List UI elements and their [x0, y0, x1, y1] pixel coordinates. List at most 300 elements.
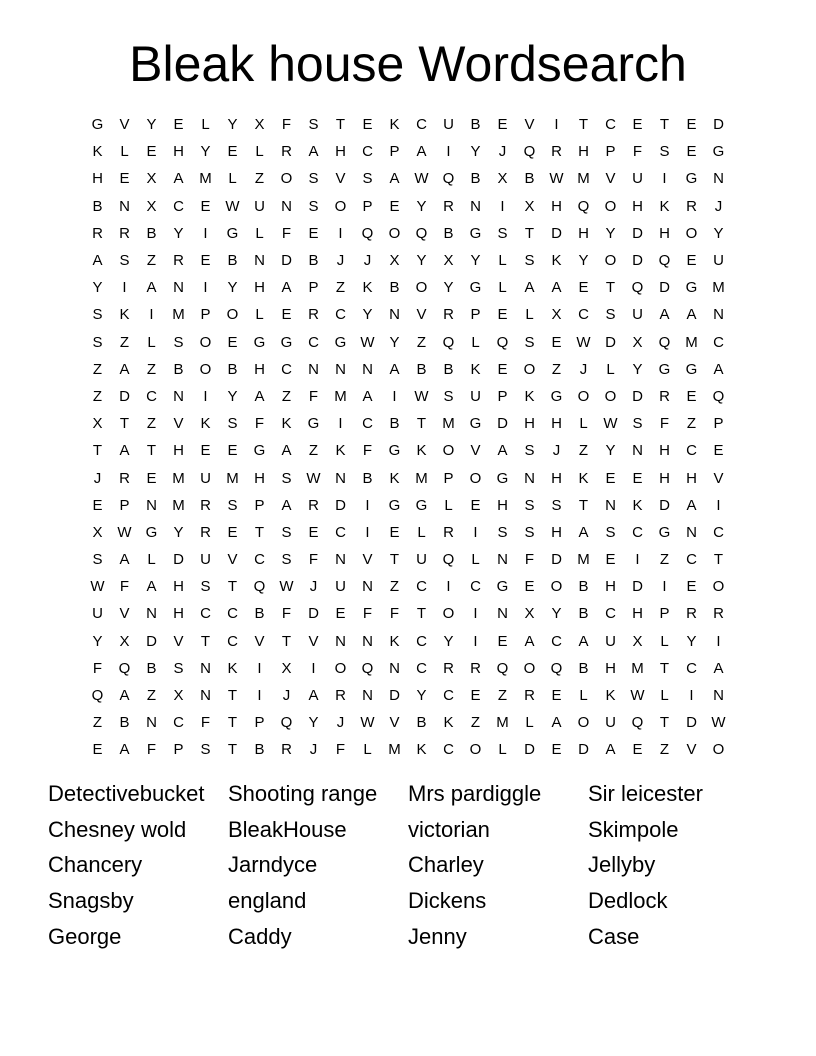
grid-letter: A: [416, 143, 427, 161]
grid-letter: Z: [335, 279, 346, 297]
grid-letter: F: [659, 415, 670, 433]
grid-letter: O: [712, 578, 725, 596]
grid-letter: Y: [470, 252, 481, 270]
grid-letter: O: [199, 360, 212, 378]
grid-letter: N: [200, 659, 211, 677]
grid-letter: E: [227, 333, 238, 351]
grid-letter: A: [119, 360, 130, 378]
grid-letter: U: [443, 116, 454, 134]
grid-letter: O: [469, 469, 482, 487]
grid-letter: D: [605, 333, 616, 351]
grid-letter: Y: [146, 116, 157, 134]
grid-letter: X: [551, 306, 562, 324]
grid-letter: W: [414, 170, 429, 188]
grid-letter: H: [659, 224, 670, 242]
grid-letter: D: [632, 578, 643, 596]
grid-letter: O: [550, 578, 563, 596]
grid-letter: E: [173, 116, 184, 134]
grid-letter: S: [524, 523, 535, 541]
grid-letter: M: [199, 170, 212, 188]
grid-letter: L: [579, 415, 588, 433]
grid-letter: O: [199, 333, 212, 351]
grid-letter: I: [257, 687, 262, 705]
grid-letter: O: [442, 442, 455, 460]
grid-letter: C: [227, 605, 238, 623]
grid-letter: U: [200, 469, 211, 487]
grid-letter: J: [282, 687, 291, 705]
grid-letter: D: [497, 415, 508, 433]
grid-letter: D: [119, 387, 130, 405]
grid-letter: Z: [389, 578, 400, 596]
grid-letter: V: [119, 116, 130, 134]
grid-letter: B: [416, 360, 427, 378]
grid-letter: Z: [308, 442, 319, 460]
word-list-item: Caddy: [228, 923, 292, 949]
grid-letter: R: [713, 605, 724, 623]
grid-letter: G: [496, 469, 509, 487]
grid-letter: T: [578, 496, 589, 514]
grid-letter: V: [524, 116, 535, 134]
grid-letter: B: [578, 659, 589, 677]
grid-letter: B: [254, 741, 265, 759]
grid-letter: G: [550, 387, 563, 405]
grid-letter: I: [203, 224, 208, 242]
grid-letter: G: [307, 415, 320, 433]
grid-letter: K: [389, 469, 400, 487]
grid-letter: H: [578, 224, 589, 242]
grid-letter: T: [146, 442, 157, 460]
grid-letter: C: [632, 523, 643, 541]
grid-letter: W: [90, 578, 105, 596]
word-list-item: Charley: [408, 852, 484, 878]
grid-letter: E: [497, 360, 508, 378]
grid-letter: I: [662, 578, 667, 596]
grid-row: [84, 600, 732, 627]
grid-letter: T: [335, 116, 346, 134]
grid-letter: D: [308, 605, 319, 623]
grid-letter: T: [578, 116, 589, 134]
grid-letter: Y: [416, 252, 427, 270]
grid-letter: C: [362, 143, 373, 161]
grid-letter: R: [308, 496, 319, 514]
grid-letter: Y: [578, 252, 589, 270]
grid-letter: Z: [254, 170, 265, 188]
grid-letter: I: [662, 170, 667, 188]
grid-letter: T: [659, 659, 670, 677]
grid-letter: U: [416, 551, 427, 569]
grid-letter: H: [173, 442, 184, 460]
grid-letter: F: [281, 224, 292, 242]
grid-letter: B: [470, 116, 481, 134]
grid-letter: L: [498, 741, 507, 759]
grid-letter: V: [227, 551, 238, 569]
grid-letter: X: [389, 252, 400, 270]
grid-letter: K: [389, 632, 400, 650]
grid-letter: L: [498, 252, 507, 270]
grid-letter: Q: [658, 333, 671, 351]
grid-letter: H: [173, 605, 184, 623]
grid-letter: P: [443, 469, 454, 487]
grid-letter: C: [416, 116, 427, 134]
word-list-item: Mrs pardiggle: [408, 781, 542, 806]
grid-letter: V: [605, 170, 616, 188]
grid-letter: X: [497, 170, 508, 188]
word-list-item: Detectivebucket: [48, 781, 205, 806]
grid-letter: N: [173, 387, 184, 405]
grid-letter: K: [605, 687, 616, 705]
grid-letter: I: [203, 279, 208, 297]
grid-letter: H: [578, 143, 589, 161]
grid-letter: Z: [659, 741, 670, 759]
grid-letter: V: [470, 442, 481, 460]
grid-letter: S: [92, 333, 103, 351]
grid-letter: D: [659, 279, 670, 297]
word-list-item: Jenny: [408, 923, 467, 949]
grid-letter: G: [253, 333, 266, 351]
grid-letter: K: [551, 252, 562, 270]
grid-letter: D: [146, 632, 157, 650]
grid-letter: E: [686, 116, 697, 134]
grid-letter: E: [389, 197, 400, 215]
grid-letter: Z: [470, 714, 481, 732]
grid-letter: L: [525, 306, 534, 324]
grid-letter: H: [551, 415, 562, 433]
grid-letter: K: [200, 415, 211, 433]
grid-letter: G: [91, 116, 104, 134]
grid-letter: M: [712, 279, 725, 297]
grid-letter: Y: [416, 197, 427, 215]
grid-letter: X: [632, 333, 643, 351]
grid-letter: A: [497, 442, 508, 460]
grid-letter: V: [173, 415, 184, 433]
grid-letter: U: [254, 197, 265, 215]
grid-letter: F: [254, 415, 265, 433]
grid-letter: Z: [281, 387, 292, 405]
grid-letter: U: [713, 252, 724, 270]
grid-letter: R: [443, 523, 454, 541]
grid-letter: I: [122, 279, 127, 297]
grid-letter: M: [226, 469, 239, 487]
grid-letter: A: [524, 279, 535, 297]
grid-letter: F: [281, 116, 292, 134]
grid-letter: E: [308, 224, 319, 242]
grid-letter: Z: [92, 714, 103, 732]
word-list-item: Sir leicester: [588, 781, 703, 806]
grid-letter: K: [659, 197, 670, 215]
word-list-item: Snagsby: [48, 888, 134, 914]
grid-letter: O: [280, 170, 293, 188]
grid-letter: Q: [361, 659, 374, 677]
grid-letter: E: [686, 252, 697, 270]
grid-letter: J: [363, 252, 372, 270]
grid-letter: P: [470, 306, 481, 324]
grid-letter: Q: [415, 224, 428, 242]
grid-letter: S: [551, 496, 562, 514]
grid-letter: F: [362, 605, 373, 623]
grid-row: [84, 193, 732, 220]
grid-letter: N: [281, 197, 292, 215]
grid-letter: O: [523, 659, 536, 677]
grid-letter: V: [713, 469, 724, 487]
grid-letter: I: [689, 687, 694, 705]
grid-letter: O: [577, 714, 590, 732]
word-list-item: Skimpole: [588, 816, 679, 842]
grid-letter: Y: [443, 632, 454, 650]
grid-letter: J: [336, 252, 345, 270]
grid-letter: L: [120, 143, 129, 161]
grid-letter: Q: [91, 687, 104, 705]
grid-letter: B: [254, 605, 265, 623]
grid-row: [84, 682, 732, 709]
grid-letter: T: [389, 551, 400, 569]
grid-letter: D: [551, 551, 562, 569]
grid-letter: X: [146, 197, 157, 215]
grid-letter: V: [416, 306, 427, 324]
grid-letter: B: [173, 360, 184, 378]
grid-letter: Y: [308, 714, 319, 732]
grid-letter: Y: [551, 605, 562, 623]
grid-row: [84, 573, 732, 600]
grid-letter: F: [92, 659, 103, 677]
grid-row: [84, 519, 732, 546]
grid-letter: E: [281, 306, 292, 324]
grid-letter: A: [578, 632, 589, 650]
letter-grid: [84, 111, 732, 764]
grid-letter: E: [200, 197, 211, 215]
grid-letter: Y: [227, 279, 238, 297]
grid-letter: S: [524, 442, 535, 460]
grid-letter: S: [281, 551, 292, 569]
grid-letter: N: [497, 551, 508, 569]
grid-letter: E: [497, 632, 508, 650]
grid-letter: A: [308, 143, 319, 161]
word-list-item: Jellyby: [588, 852, 656, 878]
grid-letter: L: [444, 496, 453, 514]
grid-letter: G: [496, 578, 509, 596]
grid-letter: T: [524, 224, 535, 242]
grid-letter: T: [605, 279, 616, 297]
grid-letter: S: [605, 523, 616, 541]
grid-letter: V: [308, 632, 319, 650]
grid-row: [84, 628, 732, 655]
grid-letter: E: [713, 442, 724, 460]
grid-letter: N: [146, 605, 157, 623]
grid-letter: O: [226, 306, 239, 324]
word-list-item: england: [228, 888, 307, 914]
grid-letter: H: [632, 605, 643, 623]
grid-letter: P: [713, 415, 724, 433]
grid-letter: E: [200, 442, 211, 460]
grid-letter: K: [632, 496, 643, 514]
grid-letter: S: [659, 143, 670, 161]
grid-row: [84, 356, 732, 383]
grid-letter: C: [416, 578, 427, 596]
grid-letter: E: [497, 306, 508, 324]
grid-letter: I: [446, 143, 451, 161]
grid-letter: U: [92, 605, 103, 623]
grid-letter: Z: [146, 252, 157, 270]
grid-letter: G: [334, 333, 347, 351]
grid-letter: Y: [713, 224, 724, 242]
grid-letter: B: [227, 360, 238, 378]
grid-letter: C: [443, 741, 454, 759]
grid-letter: X: [254, 116, 265, 134]
grid-letter: Z: [659, 551, 670, 569]
grid-letter: S: [308, 116, 319, 134]
grid-letter: X: [92, 523, 103, 541]
grid-letter: S: [443, 387, 454, 405]
grid-letter: A: [713, 360, 724, 378]
grid-letter: B: [146, 659, 157, 677]
grid-letter: C: [335, 523, 346, 541]
grid-letter: I: [554, 116, 559, 134]
grid-letter: T: [227, 687, 238, 705]
grid-letter: B: [443, 224, 454, 242]
grid-letter: I: [716, 496, 721, 514]
grid-letter: D: [551, 224, 562, 242]
grid-letter: D: [173, 551, 184, 569]
grid-letter: R: [686, 605, 697, 623]
grid-letter: S: [605, 306, 616, 324]
grid-letter: I: [716, 632, 721, 650]
grid-letter: C: [605, 116, 616, 134]
grid-letter: T: [200, 632, 211, 650]
grid-letter: L: [255, 143, 264, 161]
grid-letter: H: [254, 360, 265, 378]
grid-letter: F: [335, 741, 346, 759]
grid-letter: T: [92, 442, 103, 460]
grid-letter: N: [173, 279, 184, 297]
grid-letter: O: [388, 224, 401, 242]
grid-letter: K: [416, 442, 427, 460]
grid-row: [84, 247, 732, 274]
grid-letter: S: [524, 252, 535, 270]
grid-letter: R: [443, 659, 454, 677]
grid-letter: C: [281, 360, 292, 378]
grid-letter: X: [632, 632, 643, 650]
grid-letter: Z: [92, 360, 103, 378]
grid-letter: Q: [280, 714, 293, 732]
grid-letter: F: [632, 143, 643, 161]
grid-letter: Z: [146, 360, 157, 378]
grid-letter: W: [576, 333, 591, 351]
grid-letter: A: [389, 360, 400, 378]
grid-letter: K: [227, 659, 238, 677]
grid-letter: C: [362, 415, 373, 433]
grid-letter: E: [92, 741, 103, 759]
grid-letter: T: [227, 714, 238, 732]
grid-letter: R: [308, 306, 319, 324]
grid-letter: T: [659, 116, 670, 134]
grid-letter: B: [389, 279, 400, 297]
grid-letter: I: [446, 578, 451, 596]
grid-row: [84, 274, 732, 301]
grid-letter: C: [470, 578, 481, 596]
grid-letter: S: [227, 496, 238, 514]
grid-letter: E: [686, 387, 697, 405]
grid-letter: R: [281, 741, 292, 759]
grid-letter: P: [254, 496, 265, 514]
grid-letter: Q: [523, 143, 536, 161]
grid-letter: L: [471, 551, 480, 569]
grid-letter: N: [254, 252, 265, 270]
grid-letter: X: [119, 632, 130, 650]
grid-letter: R: [92, 224, 103, 242]
grid-letter: G: [469, 415, 482, 433]
grid-letter: B: [416, 714, 427, 732]
grid-letter: M: [577, 551, 590, 569]
grid-letter: H: [632, 197, 643, 215]
grid-letter: C: [146, 387, 157, 405]
grid-letter: O: [604, 387, 617, 405]
grid-letter: Q: [496, 333, 509, 351]
grid-letter: H: [605, 578, 616, 596]
grid-letter: X: [281, 659, 292, 677]
grid-letter: B: [308, 252, 319, 270]
grid-letter: L: [147, 333, 156, 351]
grid-letter: B: [389, 415, 400, 433]
grid-letter: A: [686, 306, 697, 324]
grid-letter: N: [362, 578, 373, 596]
grid-letter: X: [146, 170, 157, 188]
grid-letter: Z: [551, 360, 562, 378]
grid-letter: N: [119, 197, 130, 215]
grid-row: [84, 709, 732, 736]
grid-letter: C: [173, 197, 184, 215]
grid-letter: S: [308, 170, 319, 188]
grid-letter: N: [605, 496, 616, 514]
grid-letter: A: [119, 741, 130, 759]
grid-letter: P: [200, 306, 211, 324]
grid-letter: S: [524, 333, 535, 351]
grid-letter: Q: [577, 197, 590, 215]
grid-row: [84, 437, 732, 464]
grid-letter: V: [119, 605, 130, 623]
grid-letter: O: [442, 605, 455, 623]
grid-letter: H: [551, 469, 562, 487]
grid-letter: Z: [578, 442, 589, 460]
grid-row: [84, 111, 732, 138]
grid-letter: S: [200, 578, 211, 596]
word-list-item: Case: [588, 923, 640, 949]
grid-letter: D: [686, 714, 697, 732]
grid-letter: O: [685, 224, 698, 242]
grid-letter: E: [146, 469, 157, 487]
grid-letter: L: [363, 741, 372, 759]
grid-letter: G: [280, 333, 293, 351]
grid-letter: C: [605, 605, 616, 623]
grid-letter: F: [308, 551, 319, 569]
grid-letter: J: [309, 741, 318, 759]
grid-letter: Y: [92, 632, 103, 650]
grid-letter: Q: [442, 551, 455, 569]
grid-letter: S: [173, 659, 184, 677]
grid-letter: N: [713, 170, 724, 188]
grid-letter: L: [498, 279, 507, 297]
grid-letter: W: [360, 714, 375, 732]
grid-letter: H: [173, 578, 184, 596]
grid-letter: V: [335, 170, 346, 188]
grid-letter: F: [281, 605, 292, 623]
grid-letter: B: [524, 170, 535, 188]
grid-letter: T: [119, 415, 130, 433]
grid-letter: B: [578, 605, 589, 623]
word-list-item: Chancery: [48, 852, 143, 878]
grid-letter: Y: [416, 687, 427, 705]
grid-letter: Q: [550, 659, 563, 677]
grid-letter: Q: [631, 279, 644, 297]
grid-letter: K: [119, 306, 130, 324]
